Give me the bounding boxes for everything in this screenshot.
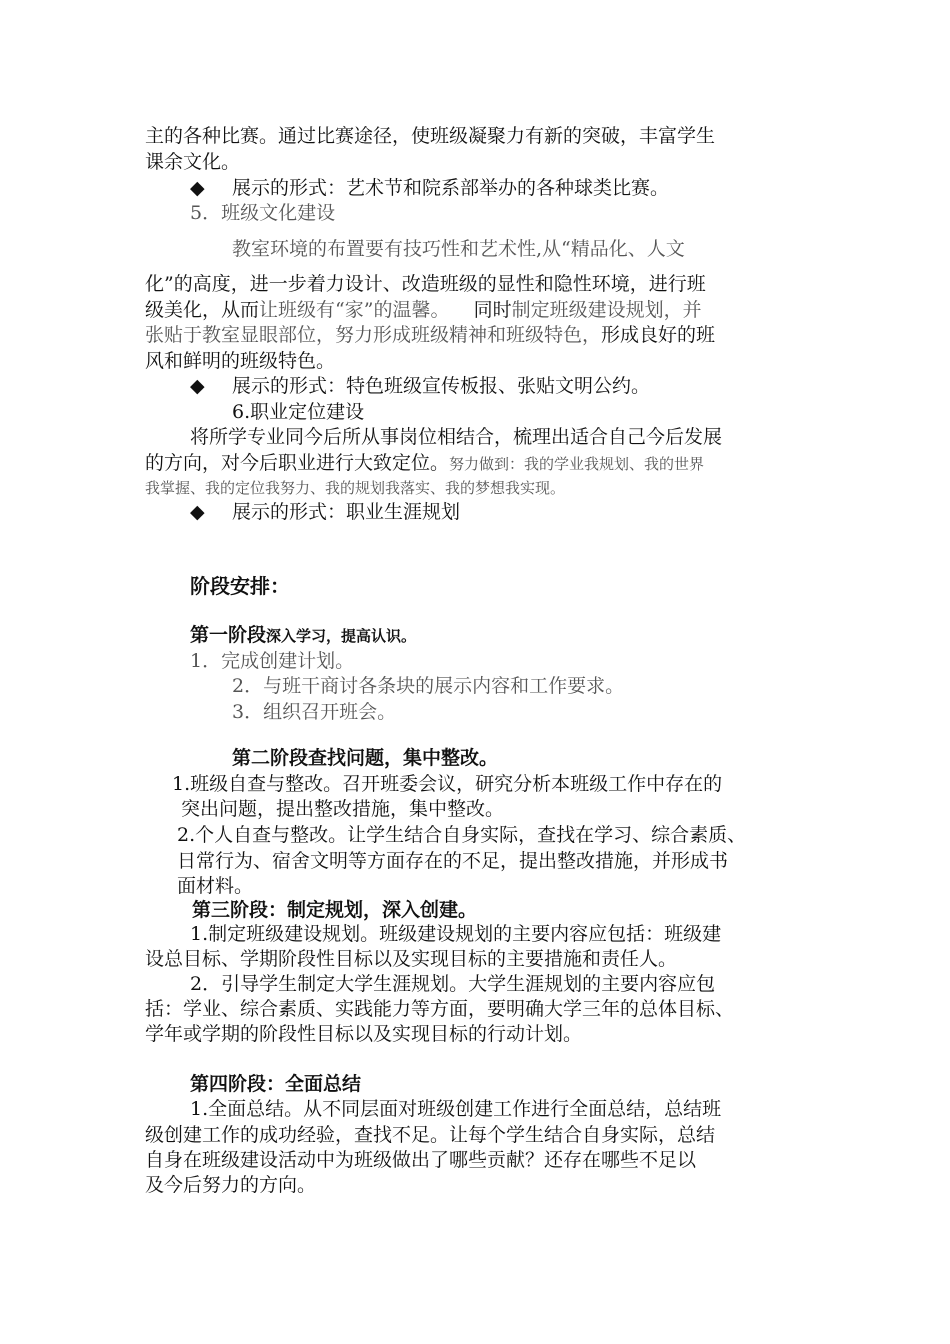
stage-heading — [190, 623, 416, 648]
bullet-item — [190, 176, 669, 200]
text-line: 主的各种比赛。通过比赛途径，使班级凝聚力有新的突破，丰富学生 — [145, 125, 716, 147]
text-span: 深入学习，提高认识。 — [266, 627, 417, 645]
text-line: 自身在班级建设活动中为班级做出了哪些贡献？还存在哪些不足以 — [145, 1149, 697, 1171]
text-span: 第一阶段 — [190, 624, 267, 646]
text-line: 级创建工作的成功经验，查找不足。让每个学生结合自身实际，总结 — [145, 1124, 716, 1146]
text-line: 2．引导学生制定大学生涯规划。大学生涯规划的主要内容应包 — [190, 973, 716, 995]
list-item: 1．完成创建计划。 — [190, 650, 355, 672]
bullet-item — [190, 374, 650, 398]
text-span: 努力做到：我的学业我规划、我的世界 — [449, 455, 705, 473]
stage-heading: 第二阶段查找问题，集中整改。 — [232, 747, 499, 769]
text-span: 张贴于教室显眼部位，努力形成班级精神和班级特色， — [145, 324, 602, 346]
text-line: 突出问题，提出整改措施，集中整改。 — [181, 798, 505, 820]
text-line: 学年或学期的阶段性目标以及实现目标的行动计划。 — [145, 1023, 583, 1045]
bullet-text: 展示的形式：特色班级宣传板报、张贴文明公约。 — [232, 375, 651, 397]
text-span: 让班级有“家”的温馨。 — [259, 299, 450, 321]
section-heading: 5．班级文化建设 — [190, 202, 336, 224]
section-heading: 6.职业定位建设 — [232, 401, 365, 423]
stage-heading: 第四阶段：全面总结 — [190, 1073, 362, 1095]
text-line: 面材料。 — [177, 875, 254, 897]
text-line: 2.个人自查与整改。让学生结合自身实际，查找在学习、综合素质、 — [177, 824, 747, 846]
text-span: 的方向，对今后职业进行大致定位。 — [145, 452, 450, 474]
text-line: 1.班级自查与整改。召开班委会议，研究分析本班级工作中存在的 — [172, 773, 723, 795]
text-line: 将所学专业同今后所从事岗位相结合，梳理出适合自己今后发展 — [190, 426, 723, 448]
diamond-bullet-icon: ◆ — [190, 375, 205, 397]
page-heading: 阶段安排： — [190, 574, 290, 598]
text-line: 课余文化。 — [145, 151, 241, 173]
text-line: 风和鲜明的班级特色。 — [145, 350, 336, 372]
bullet-text: 展示的形式：职业生涯规划 — [232, 501, 461, 523]
text-line: 括：学业、综合素质、实践能力等方面，要明确大学三年的总体目标、 — [145, 998, 735, 1020]
stage-heading: 第三阶段：制定规划，深入创建。 — [192, 899, 478, 921]
text-line — [145, 298, 702, 322]
text-line: 教室环境的布置要有技巧性和艺术性,从“精品化、人文 — [232, 238, 685, 260]
text-span: 级美化，从而 — [145, 299, 260, 321]
diamond-bullet-icon: ◆ — [190, 177, 205, 199]
list-item: 2．与班干商讨各条块的展示内容和工作要求。 — [232, 675, 625, 697]
text-line — [145, 451, 704, 476]
text-span: 形成良好的班 — [601, 324, 716, 346]
text-line: 设总目标、学期阶段性目标以及实现目标的主要措施和责任人。 — [145, 948, 678, 970]
text-line: 化”的高度，进一步着力设计、改造班级的显性和隐性环境，进行班 — [145, 273, 706, 295]
bullet-text: 展示的形式：艺术节和院系部举办的各种球类比赛。 — [232, 177, 670, 199]
text-line: 及今后努力的方向。 — [145, 1174, 317, 1196]
list-item: 3．组织召开班会。 — [232, 701, 397, 723]
text-line: 1.全面总结。从不同层面对班级创建工作进行全面总结，总结班 — [190, 1098, 722, 1120]
text-span: 制定班级建设规划，并 — [511, 299, 702, 321]
diamond-bullet-icon: ◆ — [190, 501, 205, 523]
text-line — [145, 323, 715, 347]
text-line: 1.制定班级建设规划。班级建设规划的主要内容应包括：班级建 — [190, 923, 722, 945]
text-line: 我掌握、我的定位我努力、我的规划我落实、我的梦想我实现。 — [145, 479, 566, 497]
bullet-item — [190, 500, 460, 524]
text-span: 同时 — [449, 299, 512, 321]
text-line: 日常行为、宿舍文明等方面存在的不足，提出整改措施，并形成书 — [177, 850, 729, 872]
